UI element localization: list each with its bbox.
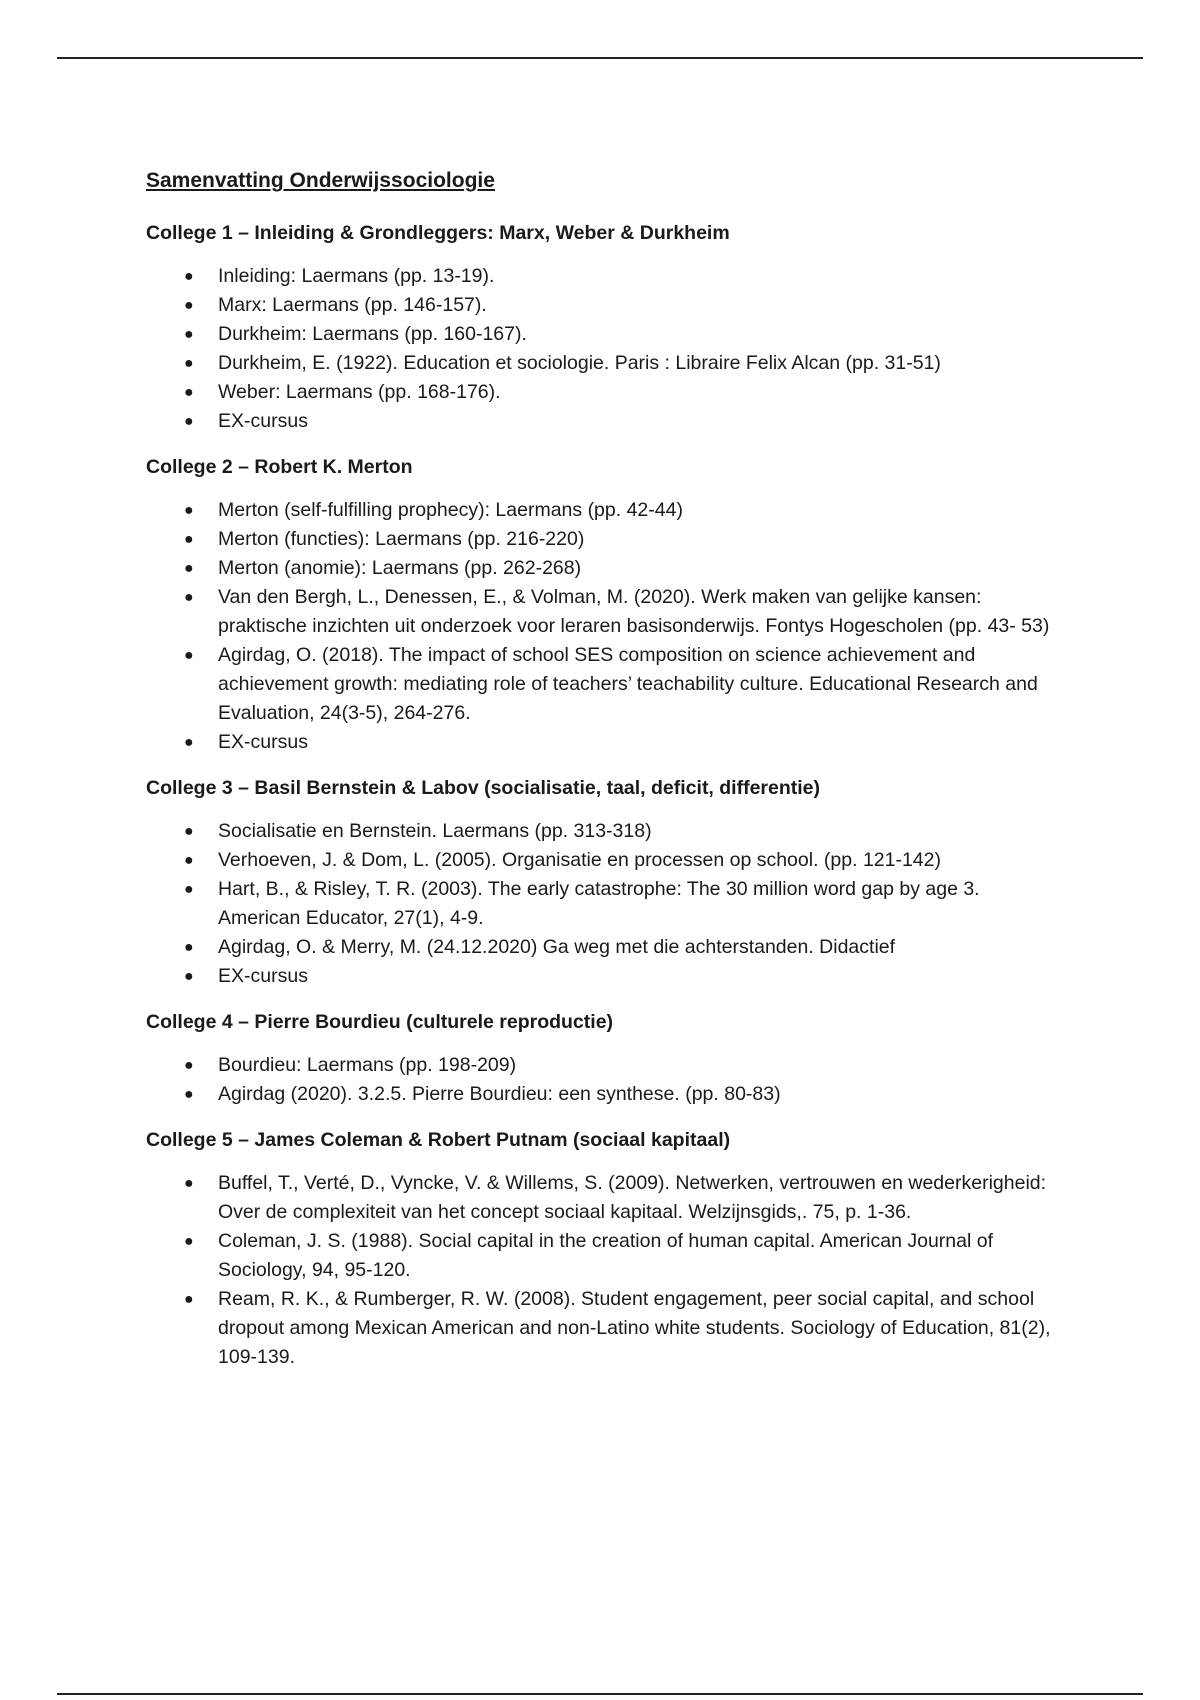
list-item-text: EX-cursus <box>218 731 308 753</box>
bullet-icon: ● <box>184 531 194 548</box>
list-item <box>146 496 1066 525</box>
list-item-text: Ream, R. K., & Rumberger, R. W. (2008). Student engagement, peer social capital, and school dropout among Mexican American and non-Latino white students. Sociology of Education, 81(2), 109-139. <box>218 1288 1051 1368</box>
section-college-2 <box>146 454 1066 757</box>
header-rule <box>57 57 1143 59</box>
list-item-text: Socialisatie en Bernstein. Laermans (pp. 313-318) <box>218 820 652 842</box>
list-item <box>146 1169 1066 1227</box>
reading-list <box>146 1051 1066 1109</box>
section-heading: College 5 – James Coleman & Robert Putnam (sociaal kapitaal) <box>146 1129 731 1151</box>
footer-rule <box>57 1693 1143 1695</box>
section-college-5 <box>146 1127 1066 1372</box>
bullet-icon: ● <box>184 560 194 577</box>
list-item <box>146 846 1066 875</box>
list-item-text: Hart, B., & Risley, T. R. (2003). The early catastrophe: The 30 million word gap by age 3. American Educator, 27(1), 4-9. <box>218 878 980 929</box>
reading-list <box>146 1169 1066 1372</box>
list-item <box>146 291 1066 320</box>
list-item-text: Coleman, J. S. (1988). Social capital in the creation of human capital. American Journal of Sociology, 94, 95-120. <box>218 1230 993 1281</box>
bullet-icon: ● <box>184 1057 194 1074</box>
bullet-icon: ● <box>184 1291 194 1308</box>
list-item <box>146 583 1066 641</box>
list-item <box>146 962 1066 991</box>
list-item <box>146 933 1066 962</box>
bullet-icon: ● <box>184 326 194 343</box>
bullet-icon: ● <box>184 589 194 606</box>
bullet-icon: ● <box>184 852 194 869</box>
bullet-icon: ● <box>184 413 194 430</box>
section-college-1 <box>146 220 1066 436</box>
bullet-icon: ● <box>184 1233 194 1250</box>
bullet-icon: ● <box>184 647 194 664</box>
bullet-icon: ● <box>184 355 194 372</box>
list-item <box>146 1227 1066 1285</box>
list-item-text: Merton (anomie): Laermans (pp. 262-268) <box>218 557 582 579</box>
list-item-text: Durkheim, E. (1922). Education et sociologie. Paris : Libraire Felix Alcan (pp. 31-51) <box>218 352 941 374</box>
list-item-text: Merton (functies): Laermans (pp. 216-220) <box>218 528 585 550</box>
list-item <box>146 525 1066 554</box>
list-item <box>146 320 1066 349</box>
page-title: Samenvatting Onderwijssociologie <box>146 169 495 192</box>
list-item-text: Bourdieu: Laermans (pp. 198-209) <box>218 1054 517 1076</box>
list-item <box>146 1051 1066 1080</box>
bullet-icon: ● <box>184 1086 194 1103</box>
list-item <box>146 875 1066 933</box>
list-item-text: Verhoeven, J. & Dom, L. (2005). Organisatie en processen op school. (pp. 121-142) <box>218 849 941 871</box>
bullet-icon: ● <box>184 268 194 285</box>
list-item <box>146 554 1066 583</box>
document-body <box>146 168 1066 1390</box>
section-college-3 <box>146 775 1066 991</box>
list-item-text: Marx: Laermans (pp. 146-157). <box>218 294 487 316</box>
list-item-text: EX-cursus <box>218 965 308 987</box>
bullet-icon: ● <box>184 939 194 956</box>
list-item-text: Agirdag, O. & Merry, M. (24.12.2020) Ga weg met die achterstanden. Didactief <box>218 936 896 958</box>
list-item-text: Inleiding: Laermans (pp. 13-19). <box>218 265 495 287</box>
list-item-text: Agirdag (2020). 3.2.5. Pierre Bourdieu: een synthese. (pp. 80-83) <box>218 1083 781 1105</box>
bullet-icon: ● <box>184 823 194 840</box>
section-heading: College 4 – Pierre Bourdieu (culturele reproductie) <box>146 1011 614 1033</box>
list-item <box>146 1285 1066 1372</box>
bullet-icon: ● <box>184 297 194 314</box>
list-item <box>146 728 1066 757</box>
list-item <box>146 641 1066 728</box>
list-item <box>146 817 1066 846</box>
section-heading: College 1 – Inleiding & Grondleggers: Marx, Weber & Durkheim <box>146 222 730 244</box>
list-item-text: Merton (self-fulfilling prophecy): Laermans (pp. 42-44) <box>218 499 683 521</box>
list-item <box>146 407 1066 436</box>
list-item-text: Agirdag, O. (2018). The impact of school SES composition on science achievement and achievement growth: mediating role of teachers’ teachability culture. Educational Research and Evaluation, 24(3-5), 264-276. <box>218 644 1038 724</box>
list-item-text: EX-cursus <box>218 410 308 432</box>
bullet-icon: ● <box>184 384 194 401</box>
bullet-icon: ● <box>184 734 194 751</box>
reading-list <box>146 817 1066 991</box>
bullet-icon: ● <box>184 968 194 985</box>
reading-list <box>146 496 1066 757</box>
list-item <box>146 1080 1066 1109</box>
list-item-text: Durkheim: Laermans (pp. 160-167). <box>218 323 527 345</box>
list-item <box>146 349 1066 378</box>
bullet-icon: ● <box>184 1175 194 1192</box>
list-item <box>146 378 1066 407</box>
list-item <box>146 262 1066 291</box>
section-heading: College 3 – Basil Bernstein & Labov (socialisatie, taal, deficit, differentie) <box>146 777 821 799</box>
bullet-icon: ● <box>184 502 194 519</box>
reading-list <box>146 262 1066 436</box>
section-college-4 <box>146 1009 1066 1109</box>
section-heading: College 2 – Robert K. Merton <box>146 456 413 478</box>
list-item-text: Van den Bergh, L., Denessen, E., & Volman, M. (2020). Werk maken van gelijke kansen: praktische inzichten uit onderzoek voor leraren basisonderwijs. Fontys Hogescholen (pp. 43- 53) <box>218 586 1050 637</box>
list-item-text: Buffel, T., Verté, D., Vyncke, V. & Willems, S. (2009). Netwerken, vertrouwen en wederkerigheid: Over de complexiteit van het concept sociaal kapitaal. Welzijnsgids,. 75, p. 1-36. <box>218 1172 1047 1223</box>
list-item-text: Weber: Laermans (pp. 168-176). <box>218 381 501 403</box>
bullet-icon: ● <box>184 881 194 898</box>
